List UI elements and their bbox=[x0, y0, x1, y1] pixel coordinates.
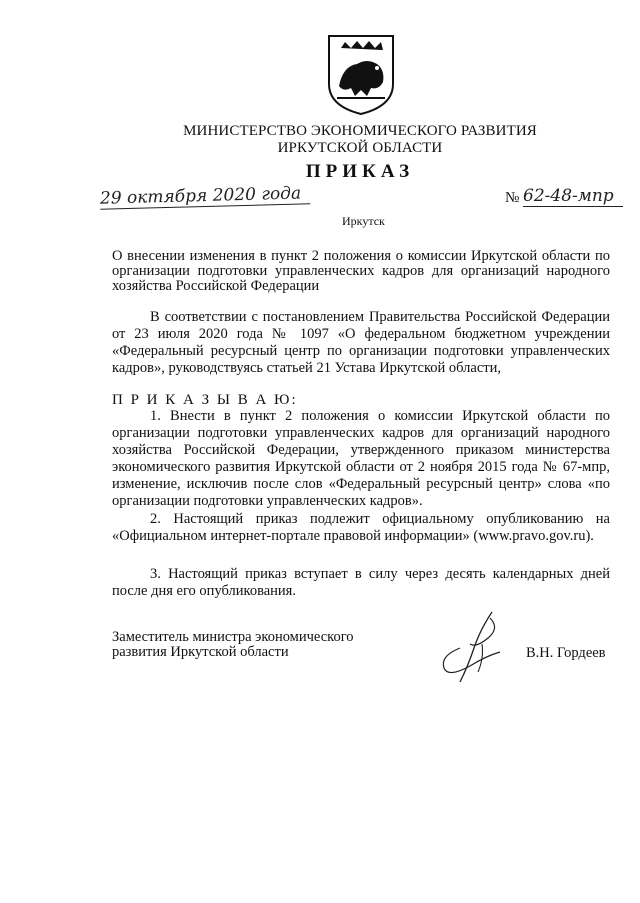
preamble-paragraph: В соответствии с постановлением Правительства Российской Федерации от 23 июля 2020 года № 1097 «О федеральном бюджетном учреждении «Федеральный ресурсный центр по организации подготовки управленческих кадров», руководствуясь статьей 21 Устава Иркутской области, bbox=[112, 309, 610, 376]
order-subject: О внесении изменения в пункт 2 положения о комиссии Иркутской области по организации подготовки управленческих кадров для организаций народного хозяйства Российской Федерации bbox=[112, 248, 610, 294]
document-type-title: ПРИКАЗ bbox=[305, 161, 415, 182]
signatory-post-line1: Заместитель министра экономического bbox=[112, 629, 354, 645]
order-word: П Р И К А З Ы В А Ю: bbox=[112, 392, 298, 408]
city: Иркутск bbox=[342, 214, 385, 228]
handwritten-signature-icon bbox=[430, 608, 520, 688]
order-item-2: 2. Настоящий приказ подлежит официальному опубликованию на «Официальном интернет-портале правовой информации» (www.pravo.gov.ru). bbox=[112, 511, 610, 544]
ministry-name-line1: МИНИСТЕРСТВО ЭКОНОМИЧЕСКОГО РАЗВИТИЯ bbox=[183, 123, 537, 139]
handwritten-number: 62-48-мпр bbox=[523, 186, 623, 207]
coat-of-arms-icon bbox=[327, 34, 395, 116]
signatory-name: В.Н. Гордеев bbox=[526, 645, 606, 661]
signatory-post bbox=[112, 630, 412, 660]
ministry-name-line2: ИРКУТСКОЙ ОБЛАСТИ bbox=[277, 140, 443, 156]
handwritten-date: 29 октября 2020 года bbox=[100, 183, 310, 209]
order-item-1: 1. Внести в пункт 2 положения о комиссии Иркутской области по организации подготовки управленческих кадров для организаций народного хозяйства Российской Федерации, утвержденного приказом министерства экономического развития Иркутской области от 2 ноября 2015 года № 67-мпр, изменение, исключив после слов «Федеральный ресурсный центр» слова «по организации подготовки управленческих кадров». bbox=[112, 408, 610, 509]
order-item-3: 3. Настоящий приказ вступает в силу через десять календарных дней после дня его опубликования. bbox=[112, 566, 610, 599]
signatory-post-line2: развития Иркутской области bbox=[112, 644, 289, 660]
number-label: № bbox=[505, 190, 520, 206]
